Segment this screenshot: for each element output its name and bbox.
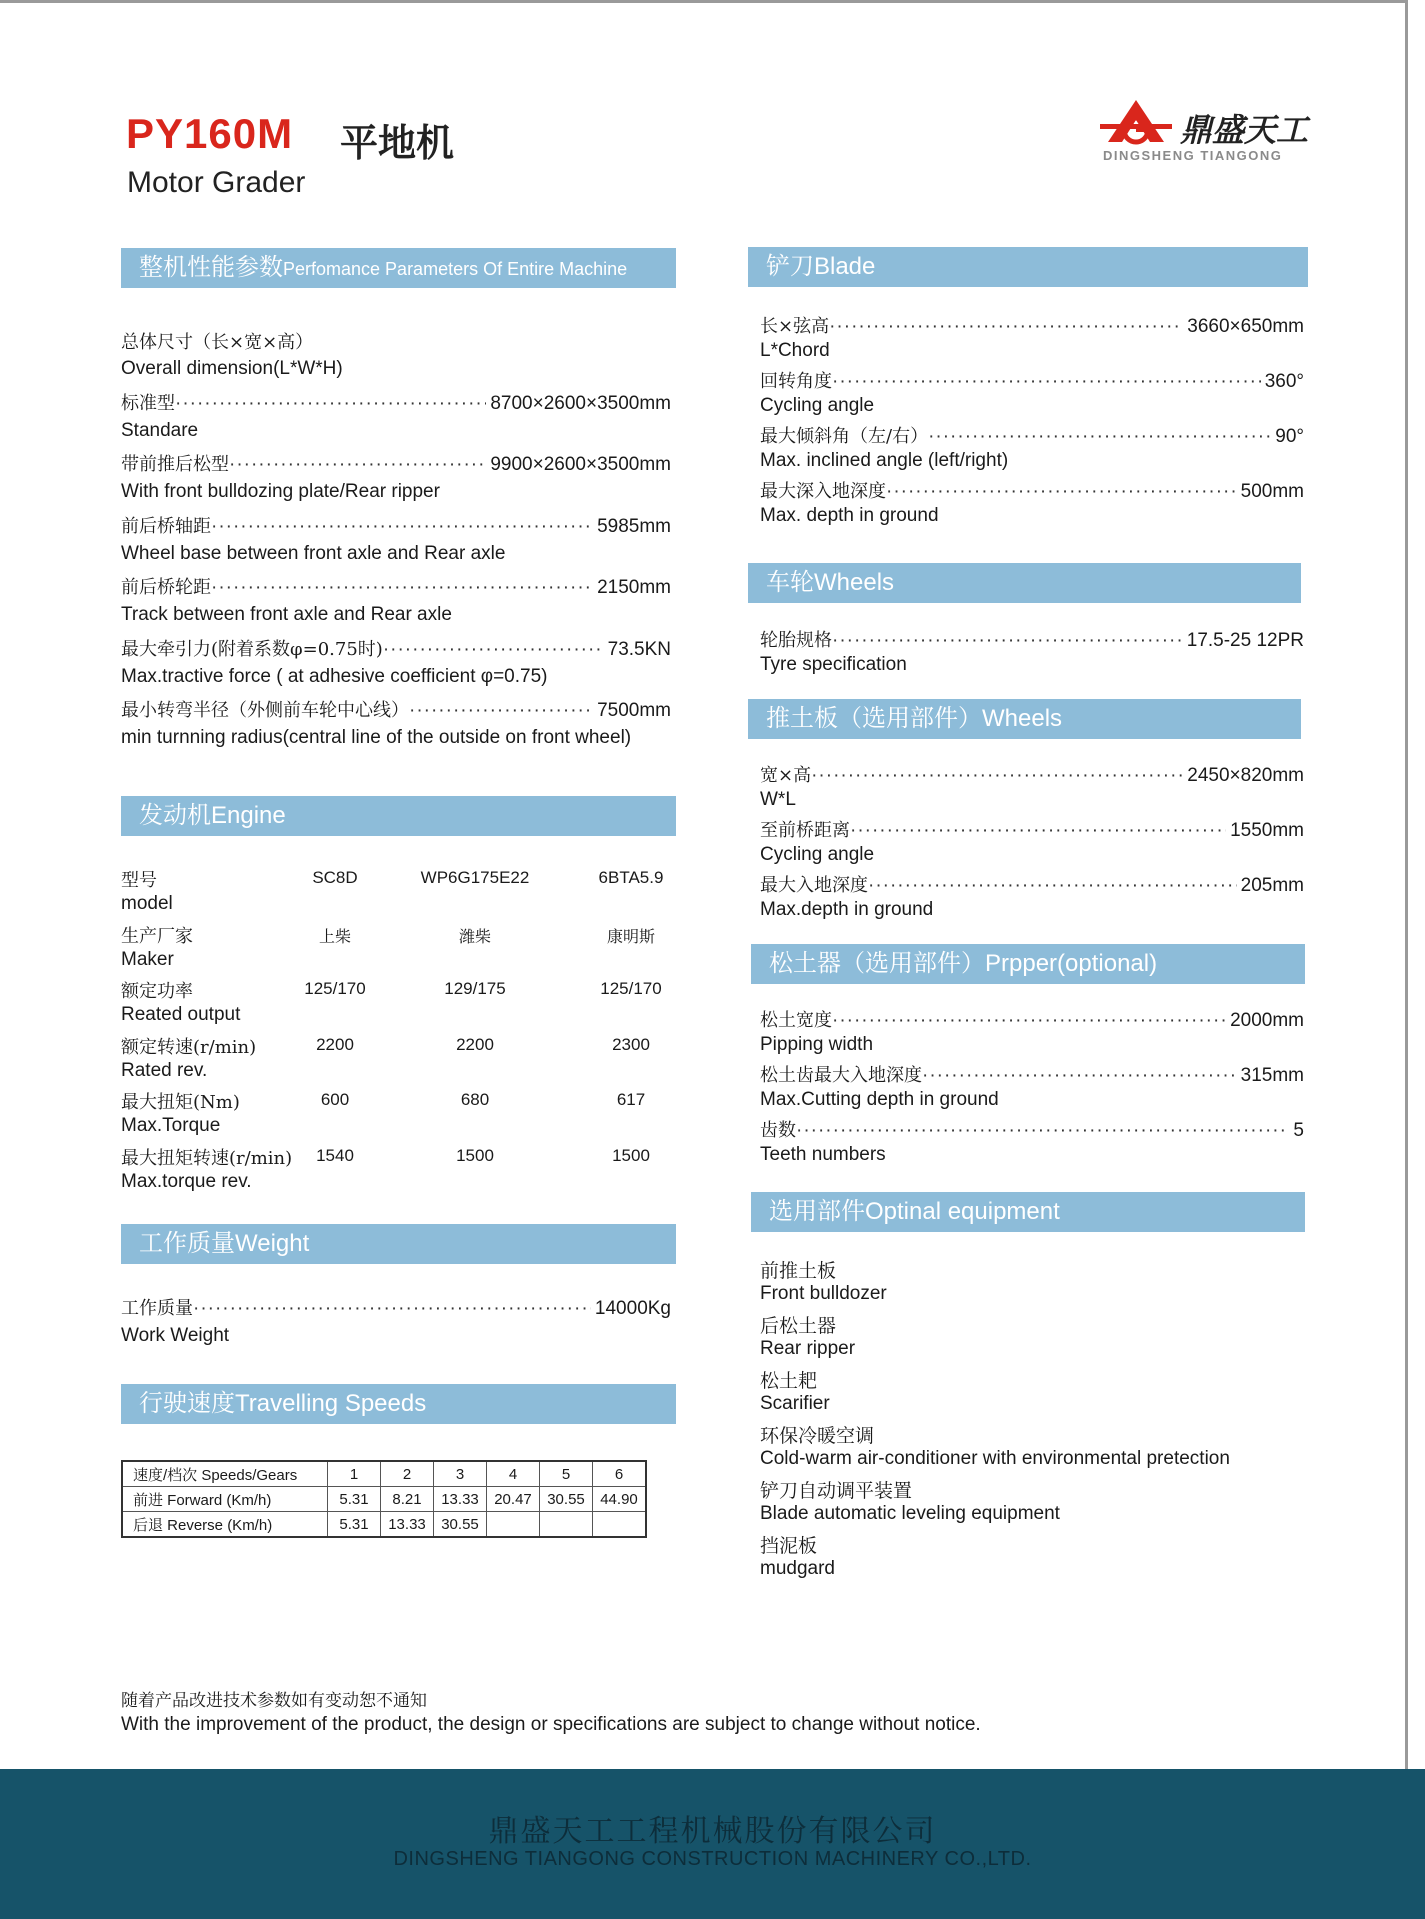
engine-row-label-en: Rated rev.	[121, 1059, 208, 1081]
weight-value: 14000Kg	[594, 1298, 671, 1319]
radius-spec	[121, 696, 671, 722]
speeds-cell: 13.33	[381, 1512, 434, 1538]
engine-cell: 1500	[612, 1146, 650, 1165]
model-title: PY160M	[126, 110, 294, 157]
section-performance-title-cn: 整机性能参数	[139, 254, 283, 281]
tractive-spec	[121, 635, 671, 661]
optional-item-cn: 铲刀自动调平装置	[760, 1480, 913, 1502]
blade-depth-en: Max. depth in ground	[760, 505, 939, 526]
engine-row-label-en: Max.Torque	[121, 1115, 221, 1137]
speeds-header-cell: 2	[381, 1461, 434, 1487]
tyre-en: Tyre specification	[760, 654, 907, 675]
ripper-depth-en: Max.Cutting depth in ground	[760, 1089, 999, 1110]
ripper-width-value: 2000mm	[1230, 1010, 1304, 1031]
engine-cell: 2200	[316, 1034, 354, 1054]
blade-chord-en: L*Chord	[760, 340, 830, 361]
dozer-dist-value: 1550mm	[1230, 820, 1304, 841]
optional-item-en: mudgard	[760, 1558, 835, 1579]
radius-label: 最小转弯半径（外侧前车轮中心线）	[121, 700, 409, 721]
standard-en: Standare	[121, 420, 199, 441]
optional-item-cn: 挡泥板	[760, 1535, 818, 1557]
engine-cell: 600	[320, 1090, 350, 1110]
track-spec	[121, 573, 671, 599]
tractive-label: 最大牵引力(附着系数φ=0.75时)	[121, 639, 383, 660]
dozer-depth-label: 最大入地深度	[760, 875, 868, 896]
tractive-en: Max.tractive force ( at adhesive coefficient φ=0.75)	[121, 666, 548, 687]
blade-depth-label: 最大深入地深度	[760, 481, 886, 502]
tyre-label: 轮胎规格	[760, 630, 832, 651]
engine-row-label: 最大扭矩转速(r/min)	[121, 1148, 293, 1169]
speeds-cell: 5.31	[328, 1487, 381, 1512]
footer-company-cn: 鼎盛天工工程机械股份有限公司	[488, 1814, 937, 1849]
wheelbase-en: Wheel base between front axle and Rear axle	[121, 543, 506, 564]
ripper-width-label: 松土宽度	[760, 1010, 832, 1031]
ripper-depth-label: 松土齿最大入地深度	[760, 1065, 922, 1086]
optional-item-cn: 后松土器	[760, 1315, 837, 1337]
engine-cell: SC8D	[312, 868, 358, 887]
standard-spec	[121, 389, 671, 415]
section-performance	[121, 248, 676, 288]
front-rear-label: 带前推后松型	[121, 454, 229, 475]
engine-cell: 潍柴	[458, 926, 491, 946]
notice-english: With the improvement of the product, the design or specifications are subject to change without notice.	[121, 1714, 981, 1735]
optional-item-en: Scarifier	[760, 1393, 830, 1414]
ripper-teeth-en: Teeth numbers	[760, 1144, 886, 1165]
speeds-reverse-row	[122, 1512, 646, 1538]
section-blade: 铲刀Blade	[748, 247, 1308, 287]
engine-cell: 1500	[456, 1146, 494, 1165]
front-rear-value: 9900×2600×3500mm	[490, 454, 671, 475]
speeds-cell: 5.31	[328, 1512, 381, 1538]
blade-incline-en: Max. inclined angle (left/right)	[760, 450, 1009, 471]
speeds-cell	[540, 1512, 593, 1538]
optional-item-en: Rear ripper	[760, 1338, 856, 1359]
blade-chord-spec	[760, 312, 1304, 338]
optional-item-en: Cold-warm air-conditioner with environmental pretection	[760, 1448, 1230, 1469]
dozer-depth-spec	[760, 871, 1304, 897]
engine-cell: 6BTA5.9	[598, 868, 664, 887]
speeds-cell: 8.21	[381, 1487, 434, 1512]
title-english: Motor Grader	[127, 166, 306, 199]
speeds-cell: 44.90	[593, 1487, 647, 1512]
wheelbase-label: 前后桥轴距	[121, 516, 211, 537]
ripper-depth-spec	[760, 1061, 1304, 1087]
blade-incline-label: 最大倾斜角（左/右）	[760, 426, 929, 447]
blade-cycling-value: 360°	[1264, 371, 1304, 392]
ripper-teeth-label: 齿数	[760, 1120, 796, 1141]
standard-value: 8700×2600×3500mm	[490, 393, 671, 414]
speeds-cell: 后退 Reverse (Km/h)	[122, 1512, 328, 1538]
front-rear-spec	[121, 450, 671, 476]
speeds-header-row	[122, 1461, 646, 1487]
ripper-width-en: Pipping width	[760, 1034, 874, 1055]
section-optional: 选用部件Optinal equipment	[751, 1192, 1305, 1232]
weight-label: 工作质量	[121, 1298, 193, 1319]
speeds-cell: 30.55	[540, 1487, 593, 1512]
tyre-value: 17.5-25 12PR	[1186, 630, 1304, 651]
optional-item-cn: 环保冷暖空调	[760, 1425, 875, 1447]
overall-dimension-cn: 总体尺寸（长×宽×高）	[121, 332, 314, 353]
engine-row-label-en: model	[121, 893, 173, 914]
weight-spec	[121, 1294, 671, 1320]
blade-cycling-label: 回转角度	[760, 371, 832, 392]
logo-text-english: DINGSHENG TIANGONG	[1103, 148, 1283, 163]
front-rear-en: With front bulldozing plate/Rear ripper	[121, 481, 440, 502]
speeds-cell: 前进 Forward (Km/h)	[122, 1487, 328, 1512]
dozer-wl-value: 2450×820mm	[1187, 765, 1304, 786]
dozer-wl-en: W*L	[760, 789, 796, 810]
speeds-header-cell: 1	[328, 1461, 381, 1487]
standard-label: 标准型	[121, 393, 175, 414]
engine-cell: 康明斯	[606, 926, 655, 946]
engine-row-label-en: Reated output	[121, 1004, 241, 1026]
title-chinese: 平地机	[340, 121, 455, 165]
ripper-teeth-spec	[760, 1116, 1304, 1142]
speeds-cell: 13.33	[434, 1487, 487, 1512]
engine-cell: 上柴	[318, 926, 351, 946]
tractive-value: 73.5KN	[607, 639, 671, 660]
speeds-cell	[487, 1512, 540, 1538]
engine-cell: 617	[616, 1090, 646, 1110]
dozer-depth-en: Max.depth in ground	[760, 899, 934, 920]
engine-cell: 2300	[612, 1034, 650, 1054]
track-en: Track between front axle and Rear axle	[121, 604, 452, 625]
section-engine: 发动机Engine	[121, 796, 676, 836]
engine-cell: 129/175	[444, 979, 506, 999]
speeds-header-cell: 速度/档次 Speeds/Gears	[122, 1461, 328, 1487]
dozer-dist-spec	[760, 816, 1304, 842]
engine-row-label-en: Max.torque rev.	[121, 1171, 252, 1192]
engine-cell: 125/170	[304, 979, 366, 999]
speeds-cell	[593, 1512, 647, 1538]
dozer-dist-en: Cycling angle	[760, 844, 875, 865]
optional-item-cn: 前推土板	[760, 1260, 837, 1282]
tyre-spec	[760, 626, 1304, 652]
wheelbase-spec	[121, 512, 671, 538]
speeds-header-cell: 4	[487, 1461, 540, 1487]
engine-cell: 125/170	[600, 979, 662, 999]
blade-chord-value: 3660×650mm	[1187, 316, 1304, 337]
ripper-width-spec	[760, 1006, 1304, 1032]
track-value: 2150mm	[597, 577, 671, 598]
dozer-depth-value: 205mm	[1240, 875, 1304, 896]
speeds-cell: 20.47	[487, 1487, 540, 1512]
engine-cell: 2200	[456, 1034, 494, 1054]
section-performance-title-en: Perfomance Parameters Of Entire Machine	[283, 259, 628, 279]
speeds-forward-row	[122, 1487, 646, 1512]
section-speeds: 行驶速度Travelling Speeds	[121, 1384, 676, 1424]
track-label: 前后桥轮距	[121, 577, 211, 598]
speeds-cell: 30.55	[434, 1512, 487, 1538]
overall-dimension-en: Overall dimension(L*W*H)	[121, 358, 343, 379]
speeds-header-cell: 3	[434, 1461, 487, 1487]
blade-incline-value: 90°	[1275, 426, 1304, 447]
engine-cell: WP6G175E22	[420, 868, 530, 887]
speeds-header-cell: 5	[540, 1461, 593, 1487]
blade-cycling-spec	[760, 367, 1304, 393]
weight-en: Work Weight	[121, 1325, 230, 1346]
engine-row-label: 额定转速(r/min)	[121, 1036, 257, 1058]
speeds-table	[121, 1460, 647, 1538]
optional-item-cn: 松土耙	[760, 1370, 818, 1392]
radius-value: 7500mm	[597, 700, 671, 721]
engine-row-label-en: Maker	[121, 948, 174, 970]
engine-row-label: 生产厂家	[121, 925, 193, 947]
section-ripper: 松土器（选用部件）Prpper(optional)	[751, 944, 1305, 984]
dozer-wl-spec	[760, 761, 1304, 787]
blade-cycling-en: Cycling angle	[760, 395, 875, 416]
engine-row-label: 额定功率	[121, 981, 193, 1003]
ripper-teeth-value: 5	[1293, 1120, 1304, 1141]
blade-incline-spec	[760, 422, 1304, 448]
dozer-dist-label: 至前桥距离	[760, 820, 850, 841]
wheelbase-value: 5985mm	[597, 516, 671, 537]
section-dozer: 推土板（选用部件）Wheels	[748, 699, 1301, 739]
engine-row-label: 最大扭矩(Nm)	[121, 1092, 240, 1114]
blade-chord-label: 长×弦高	[760, 316, 830, 337]
engine-cell: 680	[460, 1090, 490, 1110]
blade-depth-spec	[760, 477, 1304, 503]
speeds-header-cell: 6	[593, 1461, 647, 1487]
footer-company-en: DINGSHENG TIANGONG CONSTRUCTION MACHINERY CO.,LTD.	[393, 1848, 1032, 1870]
optional-item-en: Front bulldozer	[760, 1283, 887, 1304]
blade-depth-value: 500mm	[1240, 481, 1304, 502]
radius-en: min turnning radius(central line of the outside on front wheel)	[121, 727, 632, 748]
notice-chinese: 随着产品改进技术参数如有变动恕不通知	[121, 1691, 427, 1711]
engine-row-label: 型号	[121, 870, 157, 891]
ripper-depth-value: 315mm	[1240, 1065, 1304, 1086]
optional-item-en: Blade automatic leveling equipment	[760, 1503, 1060, 1524]
dozer-wl-label: 宽×高	[760, 765, 812, 786]
engine-cell: 1540	[316, 1146, 354, 1165]
logo-text-chinese: 鼎盛天工	[1180, 111, 1309, 149]
section-wheels: 车轮Wheels	[748, 563, 1301, 603]
section-weight: 工作质量Weight	[121, 1224, 676, 1264]
